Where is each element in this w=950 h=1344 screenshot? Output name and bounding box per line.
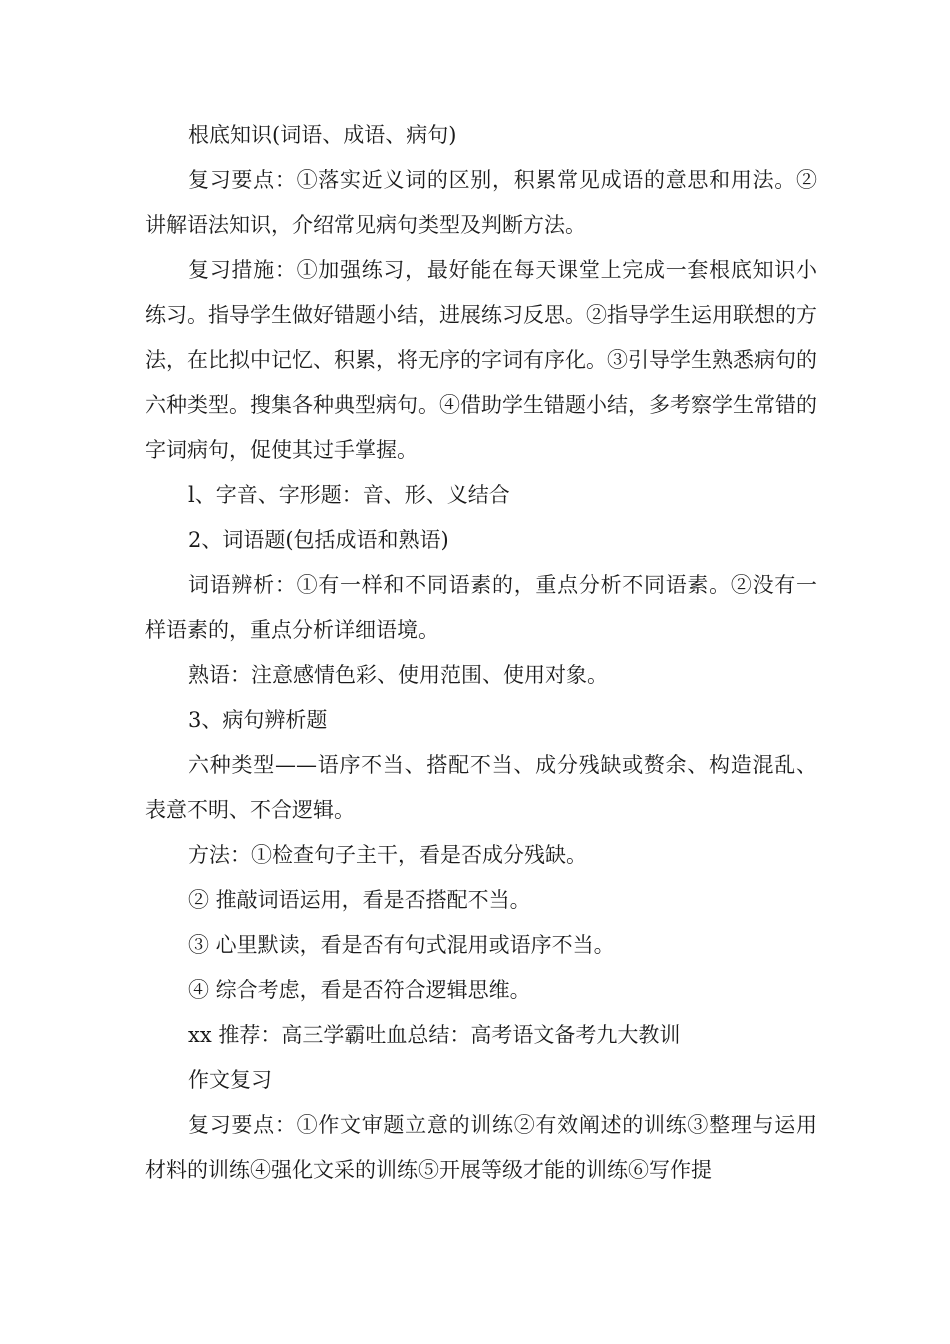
- composition-review-points: 复习要点：①作文审题立意的训练②有效阐述的训练③整理与运用材料的训练④强化文采的训练⑤开展等级才能的训练⑥写作提: [145, 1113, 817, 1182]
- review-measures-paragraph: 复习措施：①加强练习，最好能在每天课堂上完成一套根底知识小练习。指导学生做好错题小结，进展练习反思。②指导学生运用联想的方法，在比拟中记忆、积累，将无序的字词有序化。③引导学生熟悉病句的六种类型。搜集各种典型病句。④借助学生错题小结，多考察学生常错的字词病句，促使其过手掌握。: [145, 258, 817, 462]
- idioms-paragraph: 熟语：注意感情色彩、使用范围、使用对象。: [188, 663, 608, 687]
- method-step-3: ③ 心里默读，看是否有句式混用或语序不当。: [188, 933, 615, 957]
- document-body: [145, 113, 817, 1193]
- section-heading-basic-knowledge: 根底知识(词语、成语、病句): [188, 123, 457, 147]
- section-heading-composition: 作文复习: [188, 1068, 272, 1092]
- recommendation-line: xx 推荐：高三学霸吐血总结：高考语文备考九大教训: [188, 1023, 681, 1047]
- method-step-1: 方法：①检查句子主干，看是否成分残缺。: [188, 843, 587, 867]
- review-points-paragraph: 复习要点：①落实近义词的区别，积累常见成语的意思和用法。②讲解语法知识，介绍常见病句类型及判断方法。: [145, 168, 817, 237]
- item-pronunciation-glyph: l、字音、字形题：音、形、义结合: [188, 483, 510, 507]
- item-sentence-errors: 3、病句辨析题: [188, 708, 328, 732]
- six-types-paragraph: 六种类型——语序不当、搭配不当、成分残缺或赘余、构造混乱、表意不明、不合逻辑。: [145, 753, 817, 822]
- method-step-2: ② 推敲词语运用，看是否搭配不当。: [188, 888, 531, 912]
- item-vocabulary: 2、词语题(包括成语和熟语): [188, 528, 449, 552]
- method-step-4: ④ 综合考虑，看是否符合逻辑思维。: [188, 978, 531, 1002]
- word-analysis-paragraph: 词语辨析：①有一样和不同语素的，重点分析不同语素。②没有一样语素的，重点分析详细语境。: [145, 573, 817, 642]
